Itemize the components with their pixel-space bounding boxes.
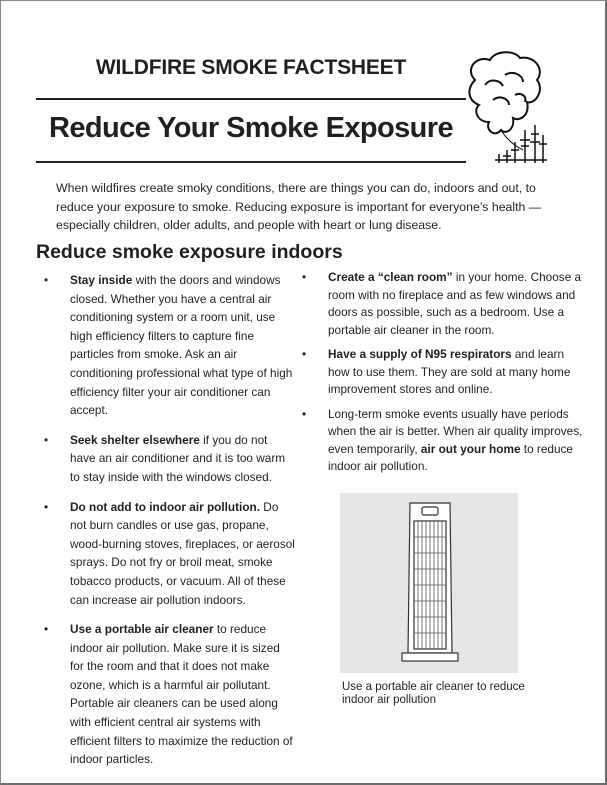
divider	[36, 161, 466, 163]
air-cleaner-image	[340, 493, 518, 673]
intro-paragraph: When wildfires create smoky conditions, there are things you can do, indoors and out, to reduce your exposure to smoke. Reducing exposure is important for everyone’s health — especially children, older adults, and people with heart or lung disease.	[56, 181, 542, 232]
page-title: Reduce Your Smoke Exposure	[49, 112, 453, 144]
list-item: • Stay inside with the doors and windows closed. Whether you have a central air conditioning system or a room unit, use high efficiency filters to capture fine particles from smoke. Ask an air conditioning professional what type of high efficiency filter your air conditioner can accept.	[56, 271, 296, 420]
section-heading: Reduce smoke exposure indoors	[36, 241, 343, 263]
divider	[36, 98, 466, 100]
figure-caption: Use a portable air cleaner to reduce indoor air pollution	[342, 681, 525, 706]
air-cleaner-icon	[340, 493, 518, 673]
list-item: • Long-term smoke events usually have periods when the air is better. When air quality improves, even temporarily, air out your home to reduce indoor air pollution.	[314, 406, 586, 476]
indoor-tips-left	[56, 271, 296, 780]
list-item: • Have a supply of N95 respirators and learn how to use them. They are sold at many home improvement stores and online.	[314, 346, 586, 399]
list-item: • Seek shelter elsewhere if you do not have an air conditioner and it is too warm to stay inside with the windows closed.	[56, 431, 296, 487]
wildfire-smoke-illustration	[465, 50, 547, 164]
factsheet-label: WILDFIRE SMOKE FACTSHEET	[95, 56, 407, 79]
list-item: • Do not add to indoor air pollution. Do not burn candles or use gas, propane, wood-burning stoves, fireplaces, or aerosol sprays. Do not fry or broil meat, smoke tobacco products, or vacuum. All of these can increase air pollution indoors.	[56, 498, 296, 610]
list-item: • Use a portable air cleaner to reduce indoor air pollution. Make sure it is sized for the room and that it does not make ozone, which is a harmful air pollutant. Portable air cleaners can be used along with efficient central air systems with efficient filters to maximize the reduction of indoor particles.	[56, 620, 296, 769]
list-item: • Create a “clean room” in your home. Choose a room with no fireplace and as few windows and doors as possible, such as a bedroom. Use a portable air cleaner in the room.	[314, 269, 586, 339]
indoor-tips-right	[314, 269, 586, 483]
